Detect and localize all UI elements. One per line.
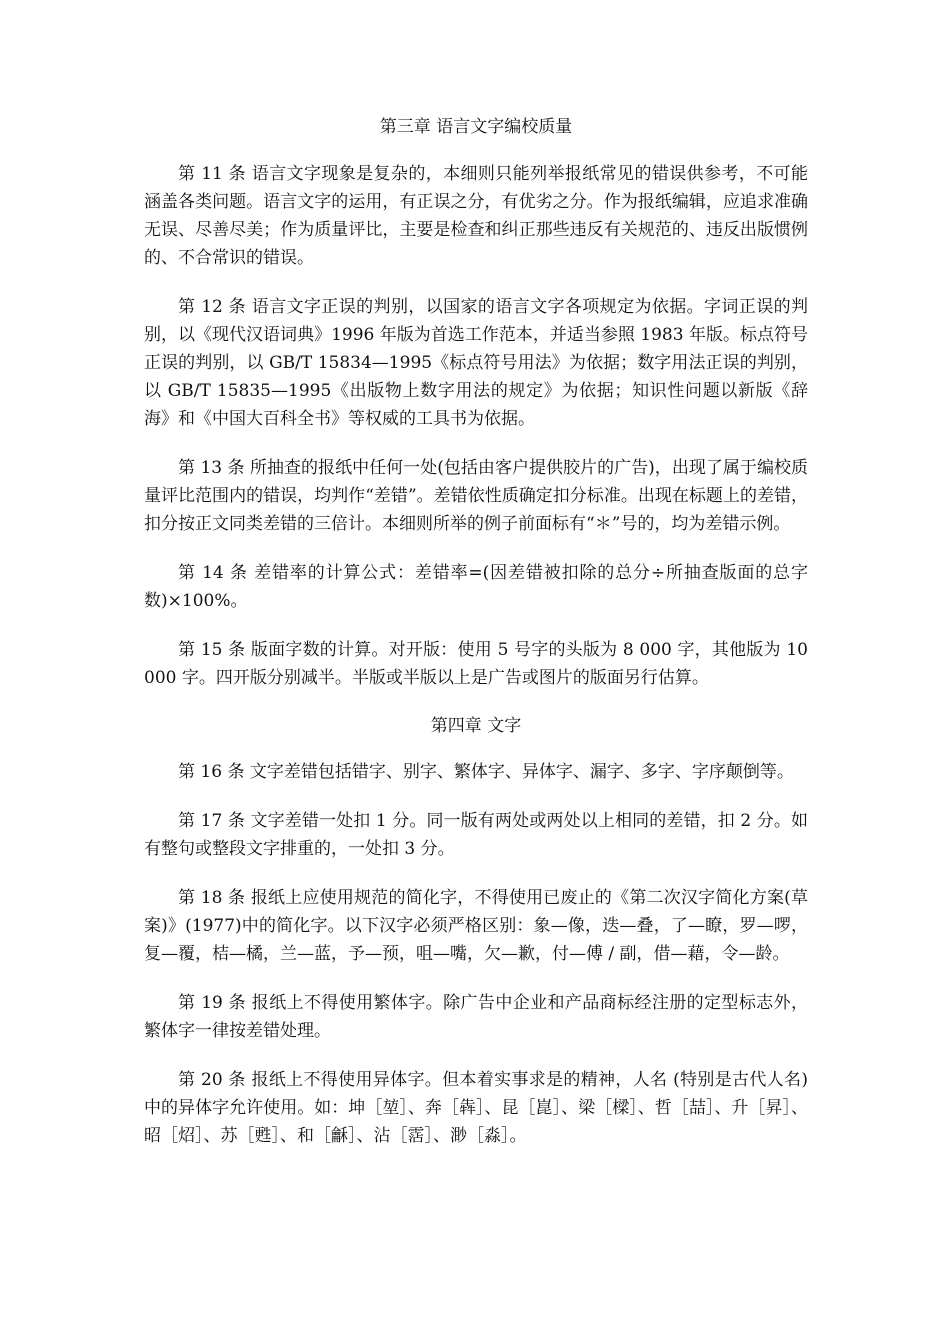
chapter-title: 第四章 文字	[430, 716, 522, 736]
article-13: 第 13 条 所抽查的报纸中任何一处(包括由客户提供胶片的广告)，出现了属于编校质量评比范围内的错误，均判作“差错”。差错依性质确定扣分标准。出现在标题上的差错，扣分按正文同类差错的三倍计。本细则所举的例子前面标有“＊”号的，均为差错示例。	[144, 458, 808, 534]
article-20: 第 20 条 报纸上不得使用异体字。但本着实事求是的精神，人名 (特别是古代人名)中的异体字允许使用。如：坤［堃］、奔［犇］、昆［崑］、梁［樑］、哲［喆］、升［昇］、昭［炤］、苏［甦］、和［龢］、沾［霑］、渺［淼］。	[144, 1070, 808, 1146]
document-page	[144, 113, 808, 1150]
article-17: 第 17 条 文字差错一处扣 1 分。同一版有两处或两处以上相同的差错，扣 2 分。如有整句或整段文字排重的，一处扣 3 分。	[144, 811, 808, 859]
article-15: 第 15 条 版面字数的计算。对开版：使用 5 号字的头版为 8 000 字，其他版为 10 000 字。四开版分别减半。半版或半版以上是广告或图片的版面另行估算。	[144, 640, 808, 688]
chapter-title: 第三章 语言文字编校质量	[379, 117, 573, 137]
article-16: 第 16 条 文字差错包括错字、别字、繁体字、异体字、漏字、多字、字序颠倒等。	[178, 762, 794, 782]
article-12: 第 12 条 语言文字正误的判别，以国家的语言文字各项规定为依据。字词正误的判别，以《现代汉语词典》1996 年版为首选工作范本，并适当参照 1983 年版。标点符号正误的判别，以 GB/T 15834—1995《标点符号用法》为依据；数字用法正误的判别，以 GB/T 15835—1995《出版物上数字用法的规定》为依据；知识性问题以新版《辞海》和《中国大百科全书》等权威的工具书为依据。	[144, 297, 808, 429]
article-18: 第 18 条 报纸上应使用规范的简化字，不得使用已废止的《第二次汉字简化方案(草案)》(1977)中的简化字。以下汉字必须严格区别：象—像，迭—叠，了—瞭，罗—啰，复—覆，桔—橘，兰—蓝，予—预，咀—嘴，欠—歉，付—傅 / 副，借—藉，令—龄。	[144, 888, 808, 964]
article-19: 第 19 条 报纸上不得使用繁体字。除广告中企业和产品商标经注册的定型标志外，繁体字一律按差错处理。	[144, 993, 808, 1041]
article-11: 第 11 条 语言文字现象是复杂的，本细则只能列举报纸常见的错误供参考，不可能涵盖各类问题。语言文字的运用，有正误之分，有优劣之分。作为报纸编辑，应追求准确无误、尽善尽美；作为质量评比，主要是检查和纠正那些违反有关规范的、违反出版惯例的、不合常识的错误。	[144, 164, 808, 268]
article-14: 第 14 条 差错率的计算公式：差错率=(因差错被扣除的总分÷所抽查版面的总字数)×100%。	[144, 563, 808, 611]
